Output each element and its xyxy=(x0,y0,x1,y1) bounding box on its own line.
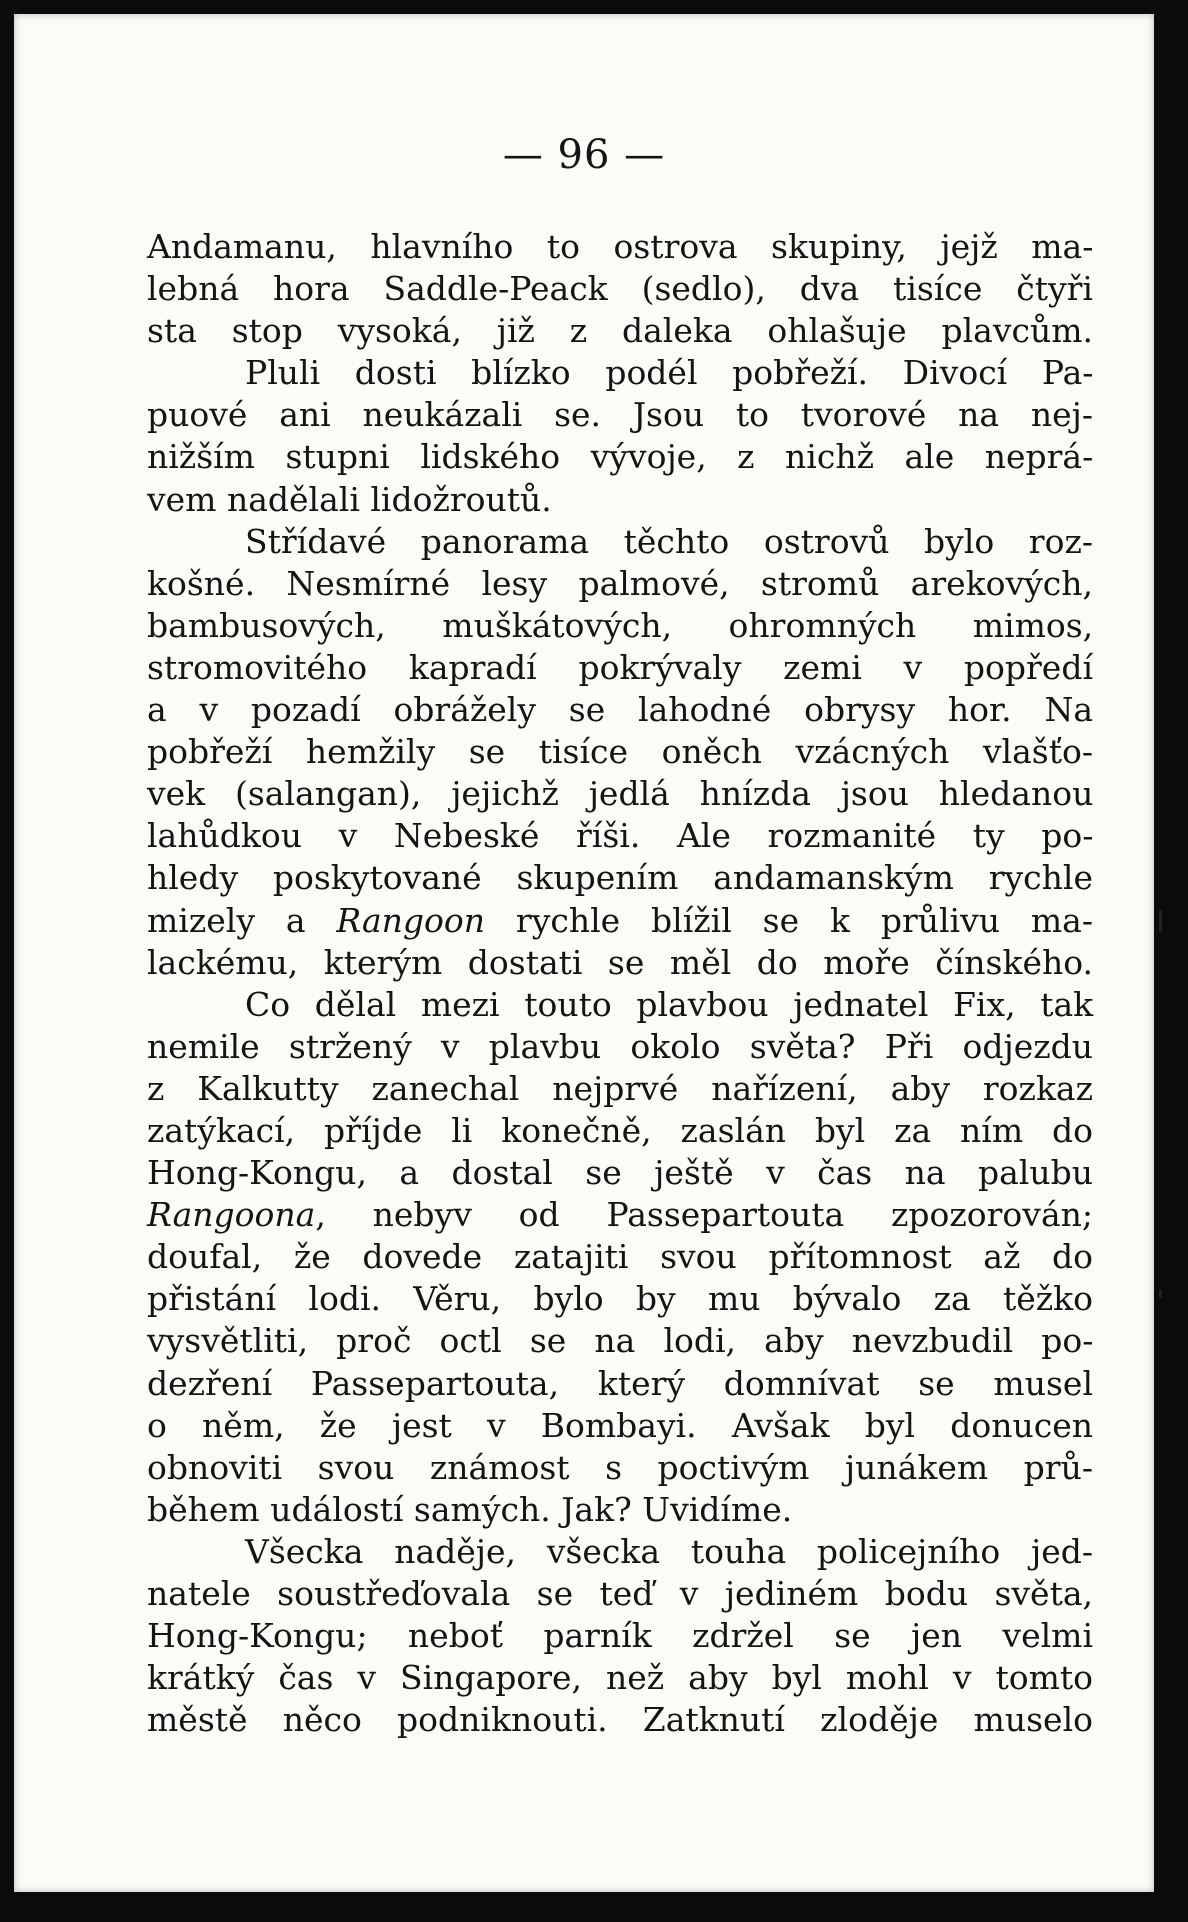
text-line: Všecka naděje, všecka touha policejního jed- xyxy=(245,1531,1093,1571)
text-line-segment: rychle blížil se k průlivu ma- xyxy=(485,900,1093,940)
text-line: puové ani neukázali se. Jsou to tvorové na nej- xyxy=(147,395,1093,435)
text-line: Pluli dosti blízko podél pobřeží. Divocí Pa- xyxy=(245,353,1094,393)
text-line: stromovitého kapradí pokrývaly zemi v popředí xyxy=(147,647,1093,687)
text-line: sta stop vysoká, již z daleka ohlašuje plavcům. xyxy=(147,311,1093,351)
text-line: hledy poskytované skupením andamanským rychle xyxy=(147,858,1093,898)
book-page xyxy=(14,14,1154,1892)
body-text xyxy=(147,226,1093,1741)
text-line: lebná hora Saddle-Peack (sedlo), dva tisíce čtyři xyxy=(147,269,1093,309)
text-line: Andamanu, hlavního to ostrova skupiny, jejž ma- xyxy=(147,227,1094,266)
text-line: košné. Nesmírné lesy palmové, stromů arekových, xyxy=(147,563,1093,603)
edge-mark-right-1 xyxy=(1159,910,1162,932)
edge-mark-right-2 xyxy=(1159,1290,1162,1298)
text-line: Hong-Kongu; neboť parník zdržel se jen velmi xyxy=(147,1616,1093,1656)
text-line-segment: , nebyv od Passepartouta zpozorován; xyxy=(315,1195,1093,1235)
text-line: z Kalkutty zanechal nejprvé nařízení, aby rozkaz xyxy=(147,1068,1093,1108)
text-line: obnoviti svou známost s poctivým junákem prů- xyxy=(147,1447,1093,1487)
text-line: přistání lodi. Věru, bylo by mu bývalo za těžko xyxy=(147,1279,1093,1319)
page-number: — 96 — xyxy=(502,132,666,178)
text-line: během událostí samých. Jak? Uvidíme. xyxy=(147,1489,793,1529)
text-line: natele soustřeďovala se teď v jediném bodu světa, xyxy=(147,1574,1093,1613)
text-line: nižším stupni lidského vývoje, z nichž ale neprá- xyxy=(147,437,1094,477)
text-line: zatýkací, příjde li konečně, zaslán byl za ním do xyxy=(147,1110,1093,1150)
text-line: vysvětliti, proč octl se na lodi, aby nevzbudil po- xyxy=(147,1321,1094,1361)
ship-name: Rangoona xyxy=(147,1195,316,1235)
text-line: vek (salangan), jejichž jedlá hnízda jsou hledanou xyxy=(147,774,1094,814)
text-line: pobřeží hemžily se tisíce oněch vzácných vlašťo- xyxy=(147,732,1093,772)
text-line: lahůdkou v Nebeské říši. Ale rozmanité ty po- xyxy=(147,816,1094,856)
text-line xyxy=(147,900,1093,942)
text-line: doufal, že dovede zatajiti svou přítomnost až do xyxy=(147,1237,1093,1277)
text-line: dezření Passepartouta, který domnívat se musel xyxy=(147,1363,1093,1403)
text-line: lackému, kterým dostati se měl do moře čínského. xyxy=(147,942,1093,982)
text-line: městě něco podniknouti. Zatknutí zloděje muselo xyxy=(147,1700,1093,1740)
ship-name: Rangoon xyxy=(336,900,486,940)
text-line: o něm, že jest v Bombayi. Avšak byl donucen xyxy=(147,1405,1093,1445)
text-line: krátký čas v Singapore, než aby byl mohl v tomto xyxy=(147,1658,1093,1698)
text-line: bambusových, muškátových, ohromných mimos, xyxy=(147,605,1094,645)
text-line xyxy=(147,1194,1093,1236)
text-line: vem nadělali lidožroutů. xyxy=(147,479,552,519)
text-line: Co dělal mezi touto plavbou jednatel Fix, tak xyxy=(245,984,1094,1024)
text-line-segment: mizely a xyxy=(147,900,337,940)
text-line: nemile stržený v plavbu okolo světa? Při odjezdu xyxy=(147,1026,1093,1066)
text-line: a v pozadí obrážely se lahodné obrysy hor. Na xyxy=(147,690,1093,730)
text-line: Hong-Kongu, a dostal se ještě v čas na palubu xyxy=(147,1153,1093,1193)
text-line: Střídavé panorama těchto ostrovů bylo roz- xyxy=(245,521,1093,561)
